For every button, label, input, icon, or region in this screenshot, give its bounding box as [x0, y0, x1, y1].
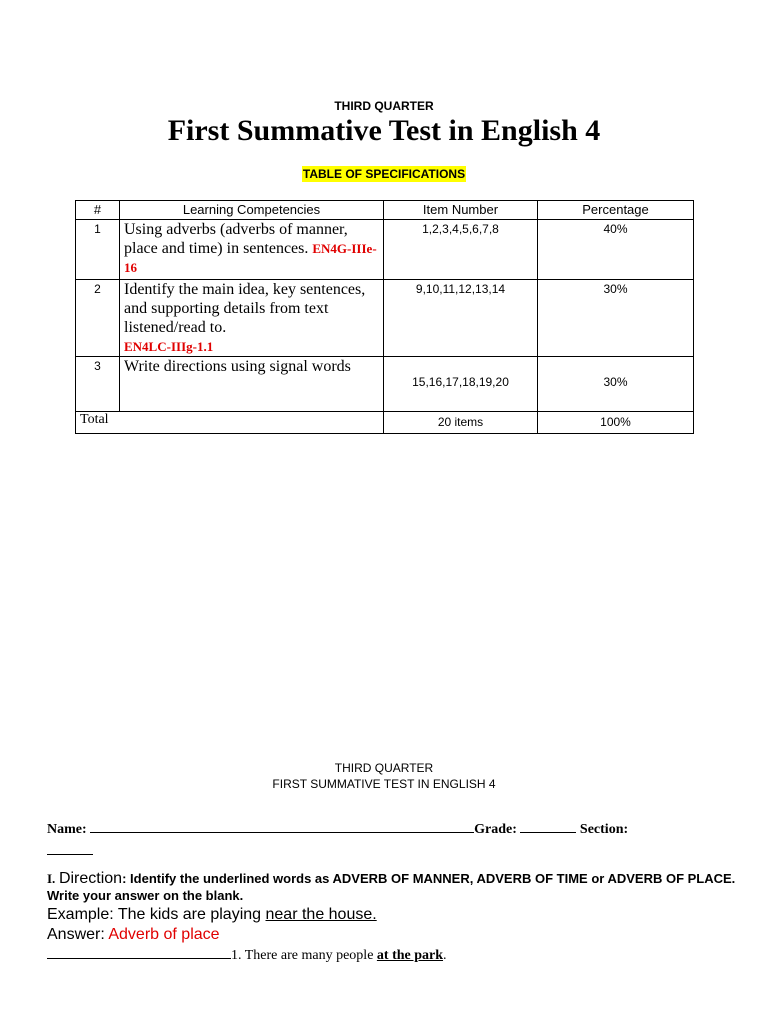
row-percentage: 30% — [538, 280, 694, 357]
row-competency — [120, 280, 384, 357]
row-items: 9,10,11,12,13,14 — [384, 280, 538, 357]
row-num: 1 — [76, 220, 120, 280]
tos-label-text: TABLE OF SPECIFICATIONS — [302, 167, 466, 181]
row-percentage: 40% — [538, 220, 694, 280]
specifications-table — [75, 200, 694, 434]
total-label: Total — [76, 412, 384, 434]
competency-code: EN4LC-IIIg-1.1 — [124, 339, 214, 354]
row-num: 3 — [76, 357, 120, 412]
item-number: 1. — [231, 948, 242, 963]
direction-block: I. Direction: Identify the underlined words as ADVERB OF MANNER, ADVERB OF TIME or ADVERB OF PLACE. Write your answer on the blank. — [47, 870, 736, 903]
total-items: 20 items — [384, 412, 538, 434]
competency-text: Using adverbs (adverbs of manner, place and time) in sentences. — [124, 221, 348, 257]
page2-title: FIRST SUMMATIVE TEST IN ENGLISH 4 — [272, 777, 496, 791]
item-text: There are many people — [244, 948, 374, 963]
row-items: 15,16,17,18,19,20 — [384, 357, 538, 412]
student-info-line — [47, 819, 727, 863]
col-header-competencies: Learning Competencies — [120, 201, 384, 220]
competency-text: Identify the main idea, key sentences, and supporting details from text listened/read to. — [124, 281, 366, 336]
row-competency — [120, 220, 384, 280]
row-competency — [120, 357, 384, 412]
table-header-row — [76, 201, 694, 220]
table-total-row — [76, 412, 694, 434]
table-row — [76, 357, 694, 412]
direction-text: Identify the underlined words as ADVERB OF MANNER, ADVERB OF TIME or ADVERB OF PLACE. Write your answer on the blank. — [47, 871, 736, 903]
page1-title: First Summative Test in English 4 — [167, 114, 601, 147]
direction-word: Direction — [58, 870, 123, 887]
question-item — [47, 944, 447, 966]
item-end: . — [443, 948, 447, 963]
row-num: 2 — [76, 280, 120, 357]
section-blank[interactable] — [47, 841, 93, 855]
col-header-num: # — [76, 201, 120, 220]
grade-label: Grade: — [474, 822, 517, 837]
answer-value: Adverb of place — [108, 926, 220, 943]
row-percentage: 30% — [538, 357, 694, 412]
example-prefix: Example: The kids are playing — [47, 906, 262, 923]
item-underlined: at the park — [376, 948, 444, 963]
example-underlined: near the house. — [265, 906, 377, 923]
tos-label — [0, 167, 768, 181]
name-label: Name: — [47, 822, 87, 837]
answer-line — [47, 925, 220, 945]
page1-header: THIRD QUARTER — [334, 99, 434, 113]
section-label: Section: — [579, 822, 629, 837]
answer-label: Answer: — [47, 926, 105, 943]
col-header-percentage: Percentage — [538, 201, 694, 220]
table-row — [76, 280, 694, 357]
page2-header: THIRD QUARTER — [334, 761, 434, 775]
example-line — [47, 905, 377, 925]
row-items: 1,2,3,4,5,6,7,8 — [384, 220, 538, 280]
name-blank[interactable] — [90, 819, 474, 833]
col-header-item-number: Item Number — [384, 201, 538, 220]
table-row — [76, 220, 694, 280]
total-percentage: 100% — [538, 412, 694, 434]
competency-code: EN4G-IIIe-16 — [124, 241, 377, 275]
grade-blank[interactable] — [520, 819, 576, 833]
answer-blank[interactable] — [47, 944, 231, 959]
competency-text: Write directions using signal words — [124, 358, 351, 375]
direction-number: I. — [47, 871, 56, 886]
